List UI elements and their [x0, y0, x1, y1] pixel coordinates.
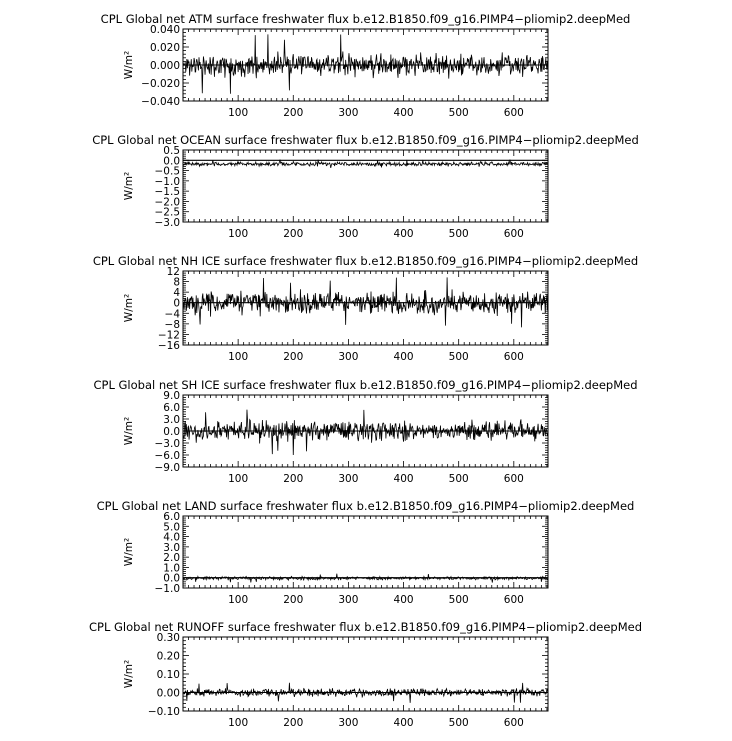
x-tick-label: 200	[283, 351, 304, 363]
x-tick-label: 400	[393, 717, 414, 729]
plot-frame	[183, 637, 548, 711]
y-tick-label: −12	[157, 329, 180, 342]
y-tick-label: 0	[173, 297, 180, 310]
y-axis-label: W/m²	[123, 416, 135, 446]
y-tick-label: 0.20	[156, 650, 180, 663]
y-tick-label: 0.30	[156, 632, 180, 644]
x-tick-label: 600	[503, 594, 524, 606]
x-tick-label: 400	[393, 107, 414, 119]
y-tick-label: 0.040	[149, 24, 180, 36]
x-tick-label: 500	[448, 594, 469, 606]
y-tick-label: −4	[164, 308, 180, 321]
y-tick-label: 3.0	[163, 541, 180, 554]
panel-title: CPL Global net NH ICE surface freshwater flux b.e12.B1850.f09_g16.PIMP4−pliomip2.deepMed	[92, 254, 639, 268]
y-tick-label: −3.0	[154, 438, 180, 450]
y-axis-label: W/m²	[123, 659, 135, 689]
x-tick-label: 200	[283, 717, 304, 729]
y-tick-label: 3.0	[163, 414, 180, 426]
panel-3	[93, 254, 638, 363]
y-tick-label: −0.040	[141, 96, 180, 108]
x-tick-label: 600	[503, 107, 524, 119]
x-tick-label: 100	[228, 473, 249, 485]
y-tick-label: 12	[166, 266, 180, 278]
y-tick-label: −16	[157, 340, 180, 352]
y-axis-label: W/m²	[123, 537, 135, 567]
x-tick-label: 500	[448, 107, 469, 119]
y-tick-label: 0.5	[163, 145, 180, 157]
panel-title: CPL Global net RUNOFF surface freshwater flux b.e12.B1850.f09_g16.PIMP4−pliomip2.deepMed	[88, 620, 643, 634]
x-tick-label: 600	[503, 473, 524, 485]
x-tick-label: 500	[448, 717, 469, 729]
x-tick-label: 100	[228, 228, 249, 240]
y-tick-label: 5.0	[163, 521, 180, 534]
panel-5	[97, 499, 635, 606]
y-tick-label: −2.5	[154, 206, 180, 219]
y-tick-label: −3.0	[154, 217, 180, 229]
x-tick-label: 100	[228, 351, 249, 363]
panel-1	[101, 12, 631, 119]
y-tick-label: 0.000	[149, 60, 180, 72]
y-tick-label: 2.0	[163, 552, 180, 565]
y-tick-label: 4	[173, 287, 180, 300]
y-tick-label: 8	[173, 276, 180, 289]
panel-title: CPL Global net OCEAN surface freshwater flux b.e12.B1850.f09_g16.PIMP4−pliomip2.deepMed	[92, 133, 639, 147]
panel-2	[92, 133, 639, 240]
x-tick-label: 200	[283, 228, 304, 240]
x-tick-label: 100	[228, 594, 249, 606]
y-axis-label: W/m²	[123, 171, 135, 201]
y-tick-label: −6.0	[154, 450, 180, 462]
y-tick-label: 0.020	[149, 42, 180, 54]
x-tick-label: 100	[228, 717, 249, 729]
y-tick-label: −9.0	[154, 462, 180, 474]
x-tick-label: 600	[503, 228, 524, 240]
y-axis-label: W/m²	[123, 293, 135, 323]
y-tick-label: −0.10	[147, 706, 180, 718]
x-tick-label: 300	[338, 228, 359, 240]
y-axis-label: W/m²	[123, 50, 135, 80]
y-tick-label: 0.00	[156, 687, 180, 700]
x-tick-label: 200	[283, 107, 304, 119]
x-tick-label: 200	[283, 473, 304, 485]
y-tick-label: 0.0	[163, 426, 180, 438]
y-tick-label: 6.0	[163, 511, 180, 523]
panel-6	[89, 620, 642, 729]
y-tick-label: −0.020	[141, 78, 180, 90]
x-tick-label: 100	[228, 107, 249, 119]
x-tick-label: 400	[393, 594, 414, 606]
x-tick-label: 300	[338, 473, 359, 485]
x-tick-label: 300	[338, 351, 359, 363]
x-tick-label: 300	[338, 717, 359, 729]
y-tick-label: 4.0	[163, 531, 180, 544]
y-tick-label: −8	[164, 318, 180, 331]
panel-title: CPL Global net ATM surface freshwater flux b.e12.B1850.f09_g16.PIMP4−pliomip2.deepMed	[100, 12, 631, 26]
x-tick-label: 400	[393, 473, 414, 485]
x-tick-label: 400	[393, 351, 414, 363]
y-tick-label: −0.5	[154, 165, 180, 178]
y-tick-label: 1.0	[163, 562, 180, 575]
y-tick-label: −1.0	[154, 583, 180, 595]
series-line	[184, 410, 548, 455]
x-tick-label: 300	[338, 107, 359, 119]
x-tick-label: 300	[338, 594, 359, 606]
x-tick-label: 600	[503, 351, 524, 363]
x-tick-label: 500	[448, 351, 469, 363]
y-tick-label: 0.0	[163, 155, 180, 168]
y-tick-label: −1.0	[154, 175, 180, 188]
x-tick-label: 500	[448, 473, 469, 485]
y-tick-label: 0.0	[163, 572, 180, 585]
y-tick-label: 6.0	[163, 402, 180, 414]
y-tick-label: 9.0	[163, 390, 180, 402]
x-tick-label: 400	[393, 228, 414, 240]
x-tick-label: 500	[448, 228, 469, 240]
y-tick-label: 0.10	[156, 669, 180, 681]
y-tick-label: −1.5	[154, 186, 180, 199]
y-tick-label: −2.0	[154, 196, 180, 209]
x-tick-label: 600	[503, 717, 524, 729]
x-tick-label: 200	[283, 594, 304, 606]
panel-title: CPL Global net LAND surface freshwater flux b.e12.B1850.f09_g16.PIMP4−pliomip2.deepMed	[96, 499, 635, 513]
panel-title: CPL Global net SH ICE surface freshwater flux b.e12.B1850.f09_g16.PIMP4−pliomip2.deepMed	[93, 378, 638, 392]
series-line	[184, 34, 548, 93]
panel-4	[93, 378, 637, 485]
